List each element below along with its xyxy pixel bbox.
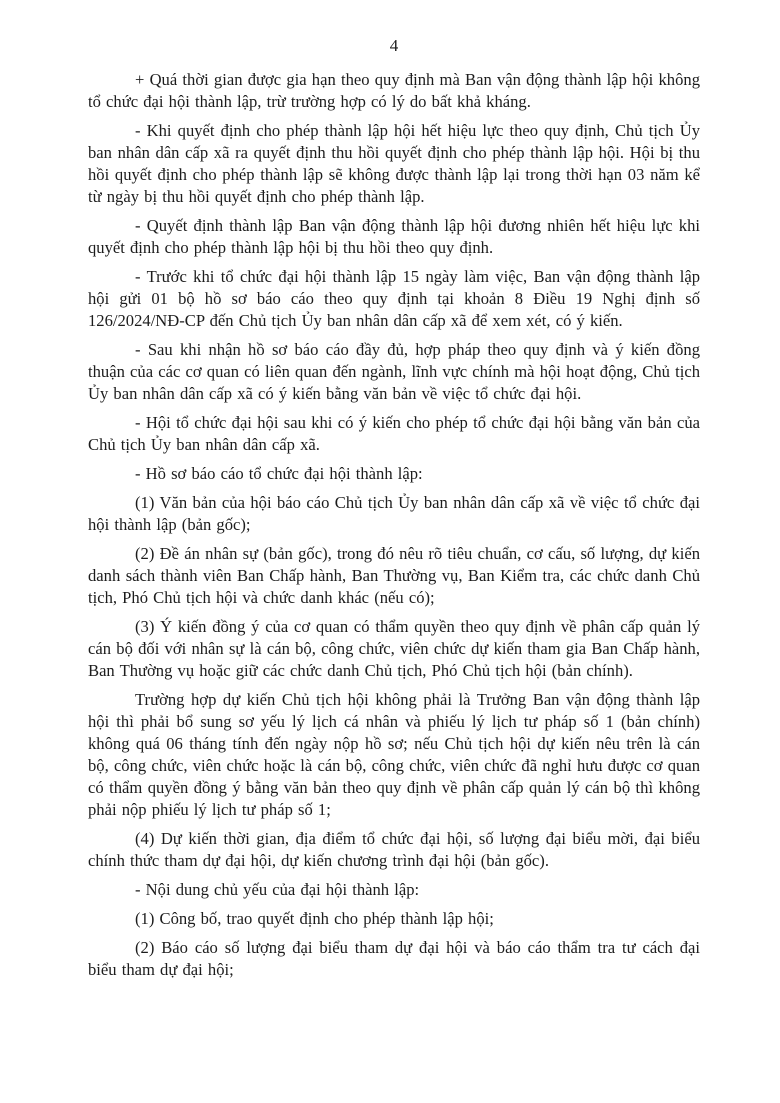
paragraph-9: (2) Đề án nhân sự (bản gốc), trong đó nêu rõ tiêu chuẩn, cơ cấu, số lượng, dự kiến danh sách thành viên Ban Chấp hành, Ban Thường vụ, Ban Kiểm tra, các chức danh Chủ tịch, Phó Chủ tịch hội và chức danh khác (nếu có); <box>88 544 700 607</box>
document-body <box>88 69 700 981</box>
paragraph-14: (1) Công bố, trao quyết định cho phép thành lập hội; <box>135 909 494 928</box>
paragraph-10: (3) Ý kiến đồng ý của cơ quan có thẩm quyền theo quy định về phân cấp quản lý cán bộ đối với nhân sự là cán bộ, công chức, viên chức dự kiến tham gia Ban Chấp hành, Ban Thường vụ hoặc giữ các chức danh Chủ tịch, Phó Chủ tịch hội (bản chính). <box>88 617 700 680</box>
paragraph-1: + Quá thời gian được gia hạn theo quy định mà Ban vận động thành lập hội không tổ chức đại hội thành lập, trừ trường hợp có lý do bất khả kháng. <box>88 70 700 111</box>
paragraph-8: (1) Văn bản của hội báo cáo Chủ tịch Ủy ban nhân dân cấp xã về việc tổ chức đại hội thành lập (bản gốc); <box>88 493 700 534</box>
paragraph-5: - Sau khi nhận hồ sơ báo cáo đầy đủ, hợp pháp theo quy định và ý kiến đồng thuận của các cơ quan có liên quan đến ngành, lĩnh vực chính mà hội hoạt động, Chủ tịch Ủy ban nhân dân cấp xã có ý kiến bằng văn bản về việc tổ chức đại hội. <box>88 340 700 403</box>
page-number: 4 <box>389 36 399 55</box>
paragraph-13: - Nội dung chủ yếu của đại hội thành lập: <box>135 880 420 899</box>
paragraph-7: - Hồ sơ báo cáo tổ chức đại hội thành lập: <box>135 464 423 483</box>
paragraph-15: (2) Báo cáo số lượng đại biểu tham dự đại hội và báo cáo thẩm tra tư cách đại biểu tham dự đại hội; <box>88 938 700 979</box>
paragraph-11: Trường hợp dự kiến Chủ tịch hội không phải là Trưởng Ban vận động thành lập hội thì phải bổ sung sơ yếu lý lịch cá nhân và phiếu lý lịch tư pháp số 1 (bản chính) không quá 06 tháng tính đến ngày nộp hồ sơ; nếu Chủ tịch hội dự kiến nêu trên là cán bộ, công chức, viên chức hoặc là cán bộ, công chức, viên chức đã nghỉ hưu được cơ quan có thẩm quyền đồng ý bằng văn bản theo quy định về phân cấp quản lý cán bộ thì không phải nộp phiếu lý lịch tư pháp số 1; <box>88 690 700 819</box>
paragraph-3: - Quyết định thành lập Ban vận động thành lập hội đương nhiên hết hiệu lực khi quyết định cho phép thành lập hội bị thu hồi theo quy định. <box>88 216 700 257</box>
paragraph-6: - Hội tổ chức đại hội sau khi có ý kiến cho phép tổ chức đại hội bằng văn bản của Chủ tịch Ủy ban nhân dân cấp xã. <box>88 413 700 454</box>
paragraph-2: - Khi quyết định cho phép thành lập hội hết hiệu lực theo quy định, Chủ tịch Ủy ban nhân dân cấp xã ra quyết định thu hồi quyết định cho phép thành lập hội. Hội bị thu hồi quyết định cho phép thành lập sẽ không được thành lập lại trong thời hạn 03 năm kể từ ngày bị thu hồi quyết định cho phép thành lập. <box>88 121 700 206</box>
paragraph-4: - Trước khi tổ chức đại hội thành lập 15 ngày làm việc, Ban vận động thành lập hội gửi 01 bộ hồ sơ báo cáo theo quy định tại khoản 8 Điều 19 Nghị định số 126/2024/NĐ-CP đến Chủ tịch Ủy ban nhân dân cấp xã để xem xét, có ý kiến. <box>88 267 700 330</box>
paragraph-12: (4) Dự kiến thời gian, địa điểm tổ chức đại hội, số lượng đại biểu mời, đại biểu chính thức tham dự đại hội, dự kiến chương trình đại hội (bản gốc). <box>88 829 700 870</box>
